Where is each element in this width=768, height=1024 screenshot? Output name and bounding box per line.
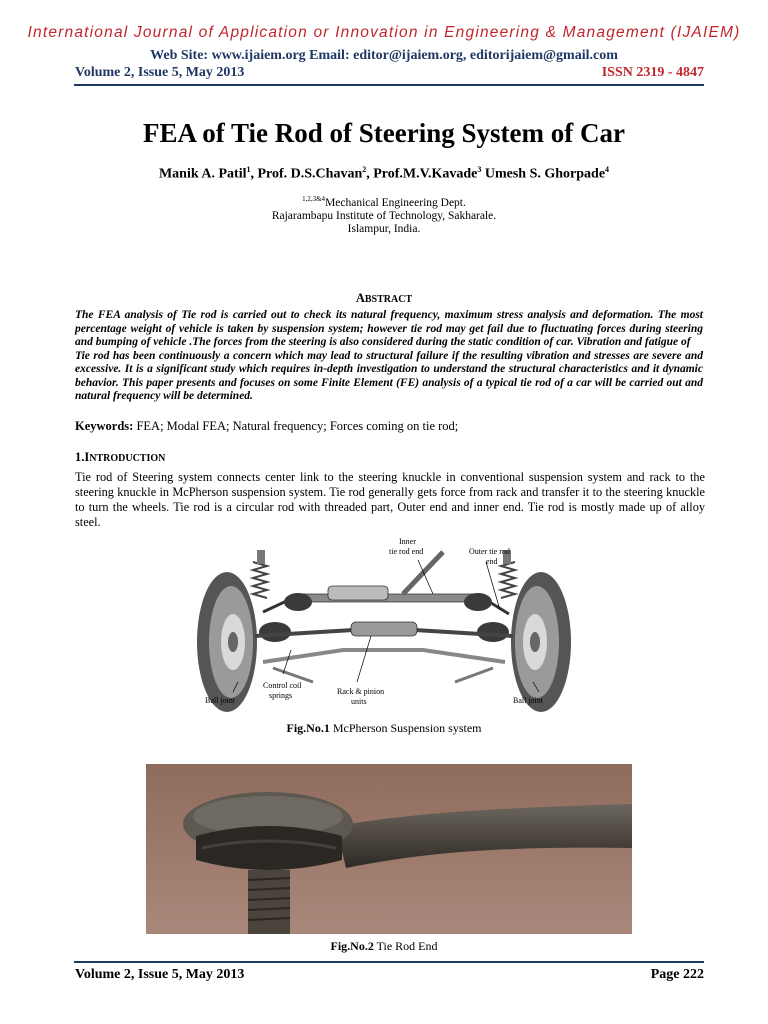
footer-rule [74,961,704,963]
affiliation-institute: Rajarambapu Institute of Technology, Sakharale. [271,209,497,222]
paper-title: FEA of Tie Rod of Steering System of Car [143,118,625,148]
author-name: Umesh S. Ghorpade [484,166,606,182]
header-issn: ISSN 2319 - 4847 [601,65,704,80]
abstract-heading-initial: A [355,291,365,305]
author-sup: 3 [477,165,482,174]
abstract-para: The FEA analysis of Tie rod is carried out to check its natural frequency, maximum stress analysis and deformation. The most percentage weight of vehicle is taken by suspension system; however tie rod may get fail due to fluctuating forces during steering and bumping of vehicle .The forces from the steering is also considered during the static condition of car. Vibration and fatigue of [75,309,703,348]
author-name: Manik A. Patil [158,166,247,182]
label-ball-joint-right: Ball joint [513,696,543,705]
label-control-coil: springs [269,691,293,700]
author-sup: 2 [362,165,367,174]
caption-label: Fig.No.1 [286,721,330,735]
author-list: Manik A. Patil$^1$, Prof. D.S.Chavan$^2$, Prof.M.V.Kavade$^3$ Umesh S. Ghorpade$^4$ [158,165,610,182]
keywords-text: FEA; Modal FEA; Natural frequency; Forces coming on tie rod; [133,419,459,433]
footer-page-number: Page 222 [650,967,704,982]
section-heading-initial: I [84,450,90,464]
caption-text: Tie Rod End [373,939,438,953]
header-rule [74,84,704,86]
affiliation-city: Islampur, India. [347,222,421,235]
abstract-heading [0,291,768,306]
journal-name: International Journal of Application or Innovation in Engineering & Management (IJAIEM) [27,24,741,41]
label-outer-tie-rod: Outer tie rod [469,547,510,556]
introduction-body: Tie rod of Steering system connects center link to the steering knuckle in conventional suspension system and rack to the steering knuckle in McPherson suspension system. Tie rod generally gets force from rack and transfer it to the steering knuckle to turn the wheels. Tie rod is a circular rod with threaded part, Outer end and inner end. Tie rod is mostly made up of alloy steel. [75,470,705,529]
keywords [75,419,458,434]
label-rack-pinion: units [351,697,367,706]
affiliation [0,193,768,236]
header-volume: Volume 2, Issue 5, May 2013 [75,65,245,80]
author-sup: 4 [605,165,610,174]
section-number: 1. [75,450,85,464]
label-inner-tie-rod: tie rod end [389,547,424,556]
label-outer-tie-rod: end [486,557,498,566]
label-rack-pinion: Rack & pinion [337,687,385,696]
abstract-body [75,309,703,404]
author-name: Prof. D.S.Chavan [257,166,363,182]
author-sup: 1 [246,165,251,174]
affiliation-sup: 1,2,3&4 [302,195,326,203]
author-name: Prof.M.V.Kavade [373,166,478,182]
affiliation-dept: Mechanical Engineering Dept. [325,196,466,209]
tie-rod-end-photo [146,764,632,934]
section-heading-rest: NTRODUCTION [89,453,166,464]
footer-volume: Volume 2, Issue 5, May 2013 [75,967,245,982]
label-ball-joint-left: Ball joint [205,696,235,705]
abstract-heading-rest: BSTRACT [364,294,413,305]
abstract-para: Tie rod has been continuously a concern which may lead to structural failure if the resulting vibration and stresses are severe and excessive. It is a significant study which requires in-depth investigation to understand the structural characteristics and it dynamic behavior. This paper presents and focuses on some Finite Element (FE) analysis of a typical tie rod of a car will be carried out and natural frequency will be determined. [75,349,703,402]
caption-text: McPherson Suspension system [329,721,482,735]
figure2-caption [0,939,768,954]
caption-label: Fig.No.2 [330,939,374,953]
journal-website: Web Site: www.ijaiem.org Email: editor@ijaiem.org, editorijaiem@gmail.com [150,48,618,63]
label-inner-tie-rod: Inner [399,537,416,546]
keywords-label: Keywords: [75,419,134,433]
suspension-figure [193,532,575,716]
section-heading-introduction [75,450,165,465]
label-control-coil: Control coil [263,681,302,690]
figure1-caption [0,721,768,736]
